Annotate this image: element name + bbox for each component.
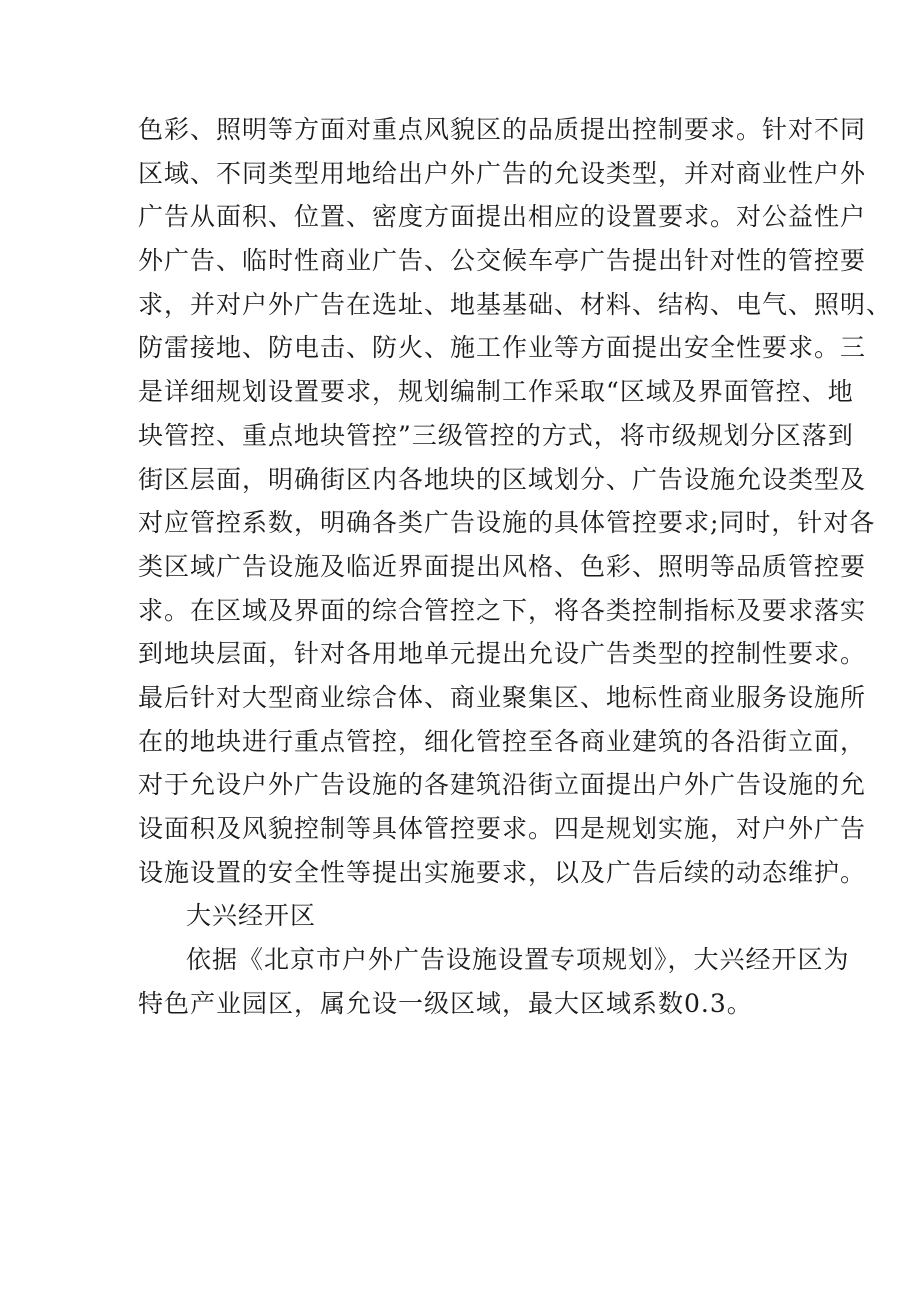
text-line: 设施设置的安全性等提出实施要求，以及广告后续的动态维护。	[138, 857, 867, 887]
text-line: 色彩、照明等方面对重点风貌区的品质提出控制要求。针对不同	[138, 115, 867, 144]
text-line: 块管控、重点地块管控”三级管控的方式，将市级规划分区落到	[138, 420, 854, 450]
text-line: 广告从面积、位置、密度方面提出相应的设置要求。对公益性户	[138, 202, 867, 232]
text-line: 特色产业园区，属允设一级区域，最大区域系数0.3。	[138, 988, 753, 1018]
text-line: 对于允设户外广告设施的各建筑沿街立面提出户外广告设施的允	[138, 770, 867, 800]
text-line: 类区域广告设施及临近界面提出风格、色彩、照明等品质管控要	[138, 551, 867, 581]
section-heading: 大兴经开区	[186, 901, 317, 931]
text-line: 到地块层面，针对各用地单元提出允设广告类型的控制性要求。	[138, 639, 867, 669]
text-line: 求。在区域及界面的综合管控之下，将各类控制指标及要求落实	[138, 595, 867, 625]
text-line: 最后针对大型商业综合体、商业聚集区、地标性商业服务设施所	[138, 682, 867, 712]
text-line: 依据《北京市户外广告设施设置专项规划》，大兴经开区为	[186, 945, 850, 975]
text-line: 外广告、临时性商业广告、公交候车亭广告提出针对性的管控要	[138, 246, 867, 276]
text-line: 在的地块进行重点管控，细化管控至各商业建筑的各沿街立面，	[138, 726, 867, 756]
text-line: 是详细规划设置要求，规划编制工作采取“区域及界面管控、地	[138, 377, 854, 407]
paragraph-2	[138, 938, 850, 1025]
text-line: 设面积及风貌控制等具体管控要求。四是规划实施，对户外广告	[138, 814, 867, 843]
text-line: 街区层面，明确街区内各地块的区域划分、广告设施允设类型及	[138, 464, 867, 494]
paragraph-1	[138, 108, 893, 894]
text-line: 求，并对户外广告在选址、地基基础、材料、结构、电气、照明、	[138, 289, 893, 319]
text-line: 防雷接地、防电击、防火、施工作业等方面提出安全性要求。三	[138, 333, 867, 363]
text-line: 区域、不同类型用地给出户外广告的允设类型，并对商业性户外	[138, 158, 867, 188]
text-line: 对应管控系数，明确各类广告设施的具体管控要求;同时，针对各	[138, 508, 876, 538]
document-body	[138, 108, 893, 1025]
